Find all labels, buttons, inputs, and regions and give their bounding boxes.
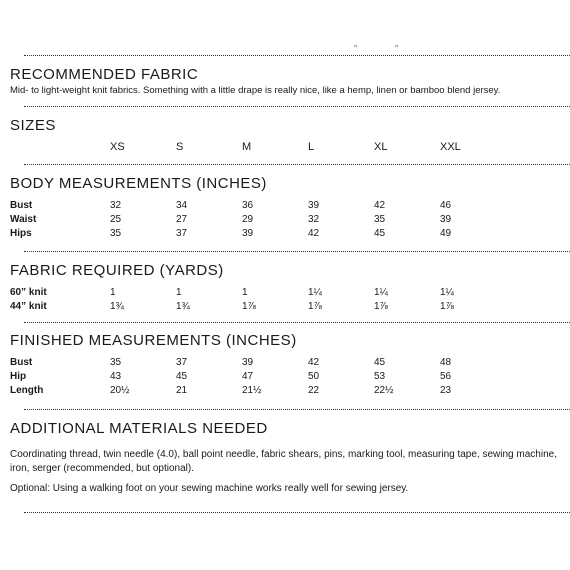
size-label: XXL	[440, 141, 461, 153]
cell: 37	[176, 228, 188, 239]
size-label: S	[176, 141, 184, 153]
top-mark: „	[395, 38, 398, 48]
cell: 43	[110, 371, 122, 382]
cell: 42	[308, 357, 320, 368]
cell: 1	[110, 287, 116, 298]
size-label: XS	[110, 141, 125, 153]
cell: 47	[242, 371, 254, 382]
cell: 42	[374, 200, 386, 211]
cell: 35	[110, 357, 122, 368]
row-label: Waist	[10, 214, 37, 225]
cell: 36	[242, 200, 254, 211]
cell: 1⅞	[308, 301, 322, 312]
divider	[24, 409, 570, 410]
materials-title: ADDITIONAL MATERIALS NEEDED	[10, 420, 268, 437]
cell: 32	[308, 214, 320, 225]
divider	[24, 322, 570, 323]
cell: 56	[440, 371, 452, 382]
cell: 23	[440, 385, 452, 396]
cell: 35	[110, 228, 122, 239]
size-label: XL	[374, 141, 388, 153]
table-row	[0, 371, 570, 385]
row-label: Length	[10, 385, 44, 396]
body-measurements-title: BODY MEASUREMENTS (INCHES)	[10, 175, 267, 192]
cell: 21½	[242, 385, 262, 396]
divider	[24, 55, 570, 56]
materials-list: Coordinating thread, twin needle (4.0), ball point needle, fabric shears, pins, marking tool, measuring tape, sewing machine, iron, serger (recommended, but optional).	[10, 449, 557, 474]
fabric-description: Mid- to light-weight knit fabrics. Something with a little drape is really nice, like a hemp, linen or bamboo blend jersey.	[10, 85, 501, 96]
cell: 21	[176, 385, 188, 396]
materials-note: Optional: Using a walking foot on your sewing machine works really well for sewing jersey.	[10, 483, 409, 494]
cell: 42	[308, 228, 320, 239]
cell: 22½	[374, 385, 394, 396]
table-row	[0, 200, 570, 214]
table-row	[0, 228, 570, 242]
cell: 46	[440, 200, 452, 211]
cell: 37	[176, 357, 188, 368]
divider	[24, 251, 570, 252]
cell: 45	[374, 228, 386, 239]
fabric-required-title: FABRIC REQUIRED (YARDS)	[10, 262, 224, 279]
finished-measurements-title: FINISHED MEASUREMENTS (INCHES)	[10, 332, 297, 349]
cell: 49	[440, 228, 452, 239]
fabric-title: RECOMMENDED FABRIC	[10, 66, 199, 83]
cell: 29	[242, 214, 254, 225]
row-label: Bust	[10, 357, 33, 368]
cell: 1¼	[440, 287, 454, 298]
cell: 22	[308, 385, 320, 396]
cell: 45	[374, 357, 386, 368]
cell: 39	[242, 228, 254, 239]
size-label: M	[242, 141, 252, 153]
divider	[24, 164, 570, 165]
cell: 45	[176, 371, 188, 382]
cell: 1¾	[176, 301, 190, 312]
table-row	[0, 214, 570, 228]
cell: 27	[176, 214, 188, 225]
divider	[24, 512, 570, 513]
cell: 1¼	[308, 287, 322, 298]
table-row	[0, 301, 570, 315]
cell: 35	[374, 214, 386, 225]
row-label: Hip	[10, 371, 27, 382]
cell: 25	[110, 214, 122, 225]
top-mark: „	[354, 38, 357, 48]
cell: 39	[308, 200, 320, 211]
row-label: 44” knit	[10, 301, 47, 312]
row-label: 60” knit	[10, 287, 47, 298]
table-row	[0, 385, 570, 399]
cell: 1¾	[110, 301, 124, 312]
cell: 34	[176, 200, 188, 211]
divider	[24, 106, 570, 107]
row-label: Bust	[10, 200, 33, 211]
cell: 48	[440, 357, 452, 368]
cell: 39	[440, 214, 452, 225]
cell: 1¼	[374, 287, 388, 298]
table-row	[0, 357, 570, 371]
cell: 1⅞	[440, 301, 454, 312]
sizes-title: SIZES	[10, 117, 56, 134]
cell: 1⅞	[374, 301, 388, 312]
cell: 1	[242, 287, 248, 298]
cell: 39	[242, 357, 254, 368]
cell: 20½	[110, 385, 130, 396]
cell: 32	[110, 200, 122, 211]
sizes-row	[0, 141, 570, 155]
cell: 53	[374, 371, 386, 382]
table-row	[0, 287, 570, 301]
row-label: Hips	[10, 228, 32, 239]
cell: 1	[176, 287, 182, 298]
size-label: L	[308, 141, 315, 153]
cell: 50	[308, 371, 320, 382]
cell: 1⅞	[242, 301, 256, 312]
